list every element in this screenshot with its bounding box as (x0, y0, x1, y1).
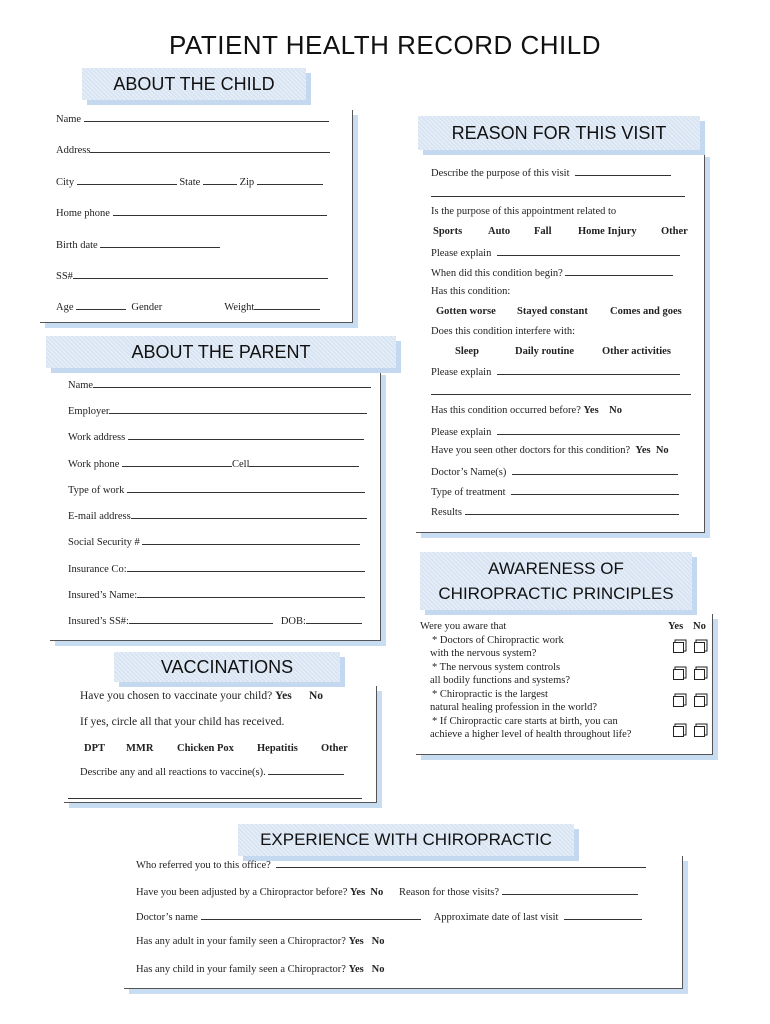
experience-adjusted-label: Have you been adjusted by a Chiropractor before? (136, 887, 348, 898)
experience-referred-row (136, 858, 646, 871)
parent-work-address-field[interactable] (128, 430, 364, 440)
awareness-1-no-checkbox[interactable] (694, 642, 705, 653)
awareness-3-yes-checkbox[interactable] (673, 696, 684, 707)
child-home-phone-label: Home phone (56, 208, 110, 219)
child-state-label: State (179, 177, 201, 188)
child-yes-option[interactable]: Yes (348, 964, 364, 975)
awareness-item-3-line2: natural healing profession in the world? (430, 702, 598, 713)
reason-results-row (431, 505, 679, 518)
reason-explain-row-1 (431, 246, 680, 259)
experience-reason-visits-field[interactable] (502, 885, 638, 895)
parent-insured-name-label: Insured’s Name: (68, 590, 138, 601)
parent-insurance-field[interactable] (127, 562, 365, 572)
experience-adult-row (136, 936, 384, 947)
reason-explain-row-2 (431, 365, 680, 378)
experience-last-visit-field[interactable] (564, 910, 642, 920)
parent-type-of-work-row (68, 483, 365, 496)
vaccinations-reactions-row (80, 765, 344, 778)
awareness-header-line2: CHIROPRACTIC PRINCIPLES (438, 584, 674, 603)
parent-email-label: E-mail address (68, 511, 131, 522)
form-title: PATIENT HEALTH RECORD CHILD (169, 30, 601, 60)
adult-yes-option[interactable]: Yes (348, 936, 364, 947)
child-ss-field[interactable] (73, 269, 328, 279)
awareness-item-2-line1: * The nervous system controls (432, 662, 561, 673)
interfere-opt-other-activities[interactable]: Other activities (602, 346, 671, 357)
reason-explain-line3 (431, 385, 691, 398)
reason-when-label: When did this condition begin? (431, 268, 563, 279)
child-home-phone-row (56, 206, 327, 219)
vaccine-other[interactable]: Other (321, 743, 348, 754)
related-opt-auto[interactable]: Auto (488, 226, 511, 237)
reason-other-doctors-row (431, 445, 669, 456)
parent-section-header: ABOUT THE PARENT (46, 336, 396, 368)
interfere-opt-daily-routine[interactable]: Daily routine (515, 346, 575, 357)
child-birth-date-label: Birth date (56, 240, 98, 251)
parent-work-phone-row (68, 457, 359, 470)
vaccinations-circle-label: If yes, circle all that your child has received. (80, 716, 285, 728)
condition-opt-comes-and-goes[interactable]: Comes and goes (610, 306, 682, 317)
experience-reason-visits-label: Reason for those visits? (399, 887, 500, 898)
child-age-row (56, 300, 320, 313)
awareness-item-4-line2: achieve a higher level of health throughout life? (430, 729, 632, 740)
child-address-row (56, 143, 330, 156)
other-doctors-yes-option[interactable]: Yes (635, 445, 651, 456)
parent-email-row (68, 509, 367, 522)
awareness-yes-header: Yes (668, 621, 684, 632)
awareness-section-header (420, 552, 692, 610)
experience-adult-label: Has any adult in your family seen a Chiropractor? (136, 936, 346, 947)
parent-type-of-work-label: Type of work (68, 485, 125, 496)
child-birth-date-field[interactable] (100, 238, 220, 248)
reason-related-label: Is the purpose of this appointment related to (431, 206, 617, 217)
experience-last-visit-label: Approximate date of last visit (433, 912, 559, 923)
parent-work-address-label: Work address (68, 432, 126, 443)
parent-employer-row (68, 404, 367, 417)
vaccinations-no-option[interactable]: No (308, 690, 324, 702)
reason-results-label: Results (431, 507, 462, 518)
experience-referred-field[interactable] (276, 858, 646, 868)
parent-work-phone-field[interactable] (122, 457, 232, 467)
parent-insurance-label: Insurance Co: (68, 564, 127, 575)
parent-insured-ss-row (68, 614, 362, 627)
child-address-label: Address (56, 145, 91, 156)
before-yes-option[interactable]: Yes (583, 405, 599, 416)
reason-explain-field-4[interactable] (497, 425, 680, 435)
awareness-item-4-line1: * If Chiropractic care starts at birth, you can (432, 716, 618, 727)
vaccine-hepatitis[interactable]: Hepatitis (257, 743, 298, 754)
vaccinations-reactions-label: Describe any and all reactions to vaccine(s). (80, 767, 266, 778)
reason-when-field[interactable] (565, 266, 673, 276)
reason-results-field[interactable] (465, 505, 679, 515)
awareness-item-1-line1: * Doctors of Chiropractic work (432, 635, 564, 646)
vaccinations-reactions-line2 (68, 789, 362, 802)
awareness-2-yes-checkbox[interactable] (673, 669, 684, 680)
vaccine-dpt[interactable]: DPT (84, 743, 105, 754)
reason-explain-label-2: Please explain (431, 367, 492, 378)
reason-other-doctors-label: Have you seen other doctors for this condition? (431, 445, 631, 456)
reason-explain-label-4: Please explain (431, 427, 492, 438)
awareness-3-no-checkbox[interactable] (694, 696, 705, 707)
child-name-label: Name (56, 114, 82, 125)
reason-explain-field-3[interactable] (431, 385, 691, 395)
parent-name-row (68, 378, 371, 391)
parent-cell-label: Cell (231, 459, 250, 470)
vaccinations-reactions-field[interactable] (268, 765, 344, 775)
vaccine-chicken-pox[interactable]: Chicken Pox (177, 743, 234, 754)
child-city-label: City (56, 177, 75, 188)
vaccinations-chosen-row (80, 690, 323, 702)
adjusted-no-option[interactable]: No (370, 887, 384, 898)
reason-before-label: Has this condition occurred before? (431, 405, 581, 416)
child-weight-label: Weight (224, 302, 255, 313)
parent-email-field[interactable] (131, 509, 367, 519)
parent-insured-name-field[interactable] (137, 588, 365, 598)
vaccinations-chosen-label: Have you chosen to vaccinate your child? (80, 690, 273, 702)
interfere-opt-sleep[interactable]: Sleep (455, 346, 479, 357)
parent-social-security-row (68, 535, 360, 548)
related-opt-fall[interactable]: Fall (534, 226, 552, 237)
experience-child-row (136, 964, 384, 975)
child-age-field[interactable] (76, 300, 126, 310)
vaccinations-yes-option[interactable]: Yes (275, 690, 292, 702)
parent-type-of-work-field[interactable] (127, 483, 365, 493)
child-state-field[interactable] (203, 175, 237, 185)
reason-has-condition-label: Has this condition: (431, 286, 511, 297)
parent-social-security-label: Social Security # (68, 537, 140, 548)
child-no-option[interactable]: No (371, 964, 385, 975)
reason-describe-line2 (431, 187, 685, 200)
awareness-4-no-checkbox[interactable] (694, 726, 705, 737)
child-ss-label: SS# (56, 271, 73, 282)
vaccinations-reactions-field-2[interactable] (68, 789, 362, 799)
child-name-row (56, 112, 329, 125)
experience-doctors-name-field[interactable] (201, 910, 421, 920)
awareness-2-no-checkbox[interactable] (694, 669, 705, 680)
parent-employer-label: Employer (68, 406, 110, 417)
child-age-label: Age (56, 302, 74, 313)
experience-referred-label: Who referred you to this office? (136, 860, 271, 871)
awareness-4-yes-checkbox[interactable] (673, 726, 684, 737)
awareness-item-1 (432, 634, 564, 660)
parent-insured-ss-label: Insured’s SS#: (68, 616, 129, 627)
parent-insurance-row (68, 562, 365, 575)
reason-doctors-names-label: Doctor’s Name(s) (431, 467, 507, 478)
parent-insured-ss-field[interactable] (129, 614, 273, 624)
child-ss-row (56, 269, 328, 282)
awareness-item-1-line2: with the nervous system? (430, 648, 537, 659)
reason-section-header: REASON FOR THIS VISIT (418, 116, 700, 150)
reason-when-row (431, 266, 673, 279)
reason-explain-row-4 (431, 425, 680, 438)
reason-doctors-names-row (431, 465, 678, 478)
child-birth-date-row (56, 238, 220, 251)
awareness-1-yes-checkbox[interactable] (673, 642, 684, 653)
child-gender-label: Gender (131, 302, 163, 313)
reason-explain-field-2[interactable] (497, 365, 680, 375)
child-name-field[interactable] (84, 112, 329, 122)
condition-opt-stayed-constant[interactable]: Stayed constant (517, 306, 588, 317)
child-section-header: ABOUT THE CHILD (82, 68, 306, 100)
experience-adjusted-row (136, 885, 638, 898)
reason-before-row (431, 405, 622, 416)
reason-describe-field-2[interactable] (431, 187, 685, 197)
awareness-item-2-line2: all bodily functions and systems? (430, 675, 570, 686)
parent-cell-field[interactable] (249, 457, 359, 467)
reason-explain-label-1: Please explain (431, 248, 492, 259)
condition-opt-gotten-worse[interactable]: Gotten worse (436, 306, 496, 317)
awareness-intro: Were you aware that (420, 621, 507, 632)
reason-describe-field[interactable] (575, 166, 671, 176)
reason-interfere-label: Does this condition interfere with: (431, 326, 576, 337)
parent-insured-name-row (68, 588, 365, 601)
child-zip-field[interactable] (257, 175, 323, 185)
experience-doctor-row (136, 910, 642, 923)
parent-work-address-row (68, 430, 364, 443)
parent-social-security-field[interactable] (142, 535, 360, 545)
reason-treatment-label: Type of treatment (431, 487, 506, 498)
awareness-no-header: No (693, 621, 706, 632)
awareness-item-4 (432, 715, 631, 741)
parent-dob-field[interactable] (306, 614, 362, 624)
vaccine-mmr[interactable]: MMR (126, 743, 154, 754)
experience-section-header: EXPERIENCE WITH CHIROPRACTIC (238, 824, 574, 856)
child-weight-field[interactable] (254, 300, 320, 310)
awareness-item-2 (432, 661, 570, 687)
child-zip-label: Zip (239, 177, 255, 188)
parent-name-field[interactable] (93, 378, 371, 388)
before-no-option[interactable]: No (609, 405, 623, 416)
reason-treatment-field[interactable] (511, 485, 679, 495)
awareness-item-3 (432, 688, 597, 714)
child-address-field[interactable] (90, 143, 330, 153)
parent-work-phone-label: Work phone (68, 459, 120, 470)
awareness-header-line1: AWARENESS OF (488, 559, 624, 578)
child-city-field[interactable] (77, 175, 177, 185)
related-opt-sports[interactable]: Sports (433, 226, 463, 237)
vaccinations-section-header: VACCINATIONS (114, 652, 340, 682)
reason-describe-row (431, 166, 671, 179)
adult-no-option[interactable]: No (371, 936, 385, 947)
parent-employer-field[interactable] (109, 404, 367, 414)
reason-describe-label: Describe the purpose of this visit (431, 168, 570, 179)
reason-explain-field-1[interactable] (497, 246, 680, 256)
other-doctors-no-option[interactable]: No (655, 445, 669, 456)
experience-child-label: Has any child in your family seen a Chiropractor? (136, 964, 346, 975)
related-opt-home-injury[interactable]: Home Injury (578, 226, 637, 237)
reason-doctors-names-field[interactable] (512, 465, 678, 475)
adjusted-yes-option[interactable]: Yes (350, 887, 366, 898)
child-city-row (56, 175, 323, 188)
experience-doctors-name-label: Doctor’s name (136, 912, 198, 923)
parent-dob-label: DOB: (280, 616, 306, 627)
awareness-item-3-line1: * Chiropractic is the largest (432, 689, 548, 700)
reason-treatment-row (431, 485, 679, 498)
parent-name-label: Name (68, 380, 94, 391)
child-home-phone-field[interactable] (113, 206, 327, 216)
related-opt-other[interactable]: Other (661, 226, 688, 237)
